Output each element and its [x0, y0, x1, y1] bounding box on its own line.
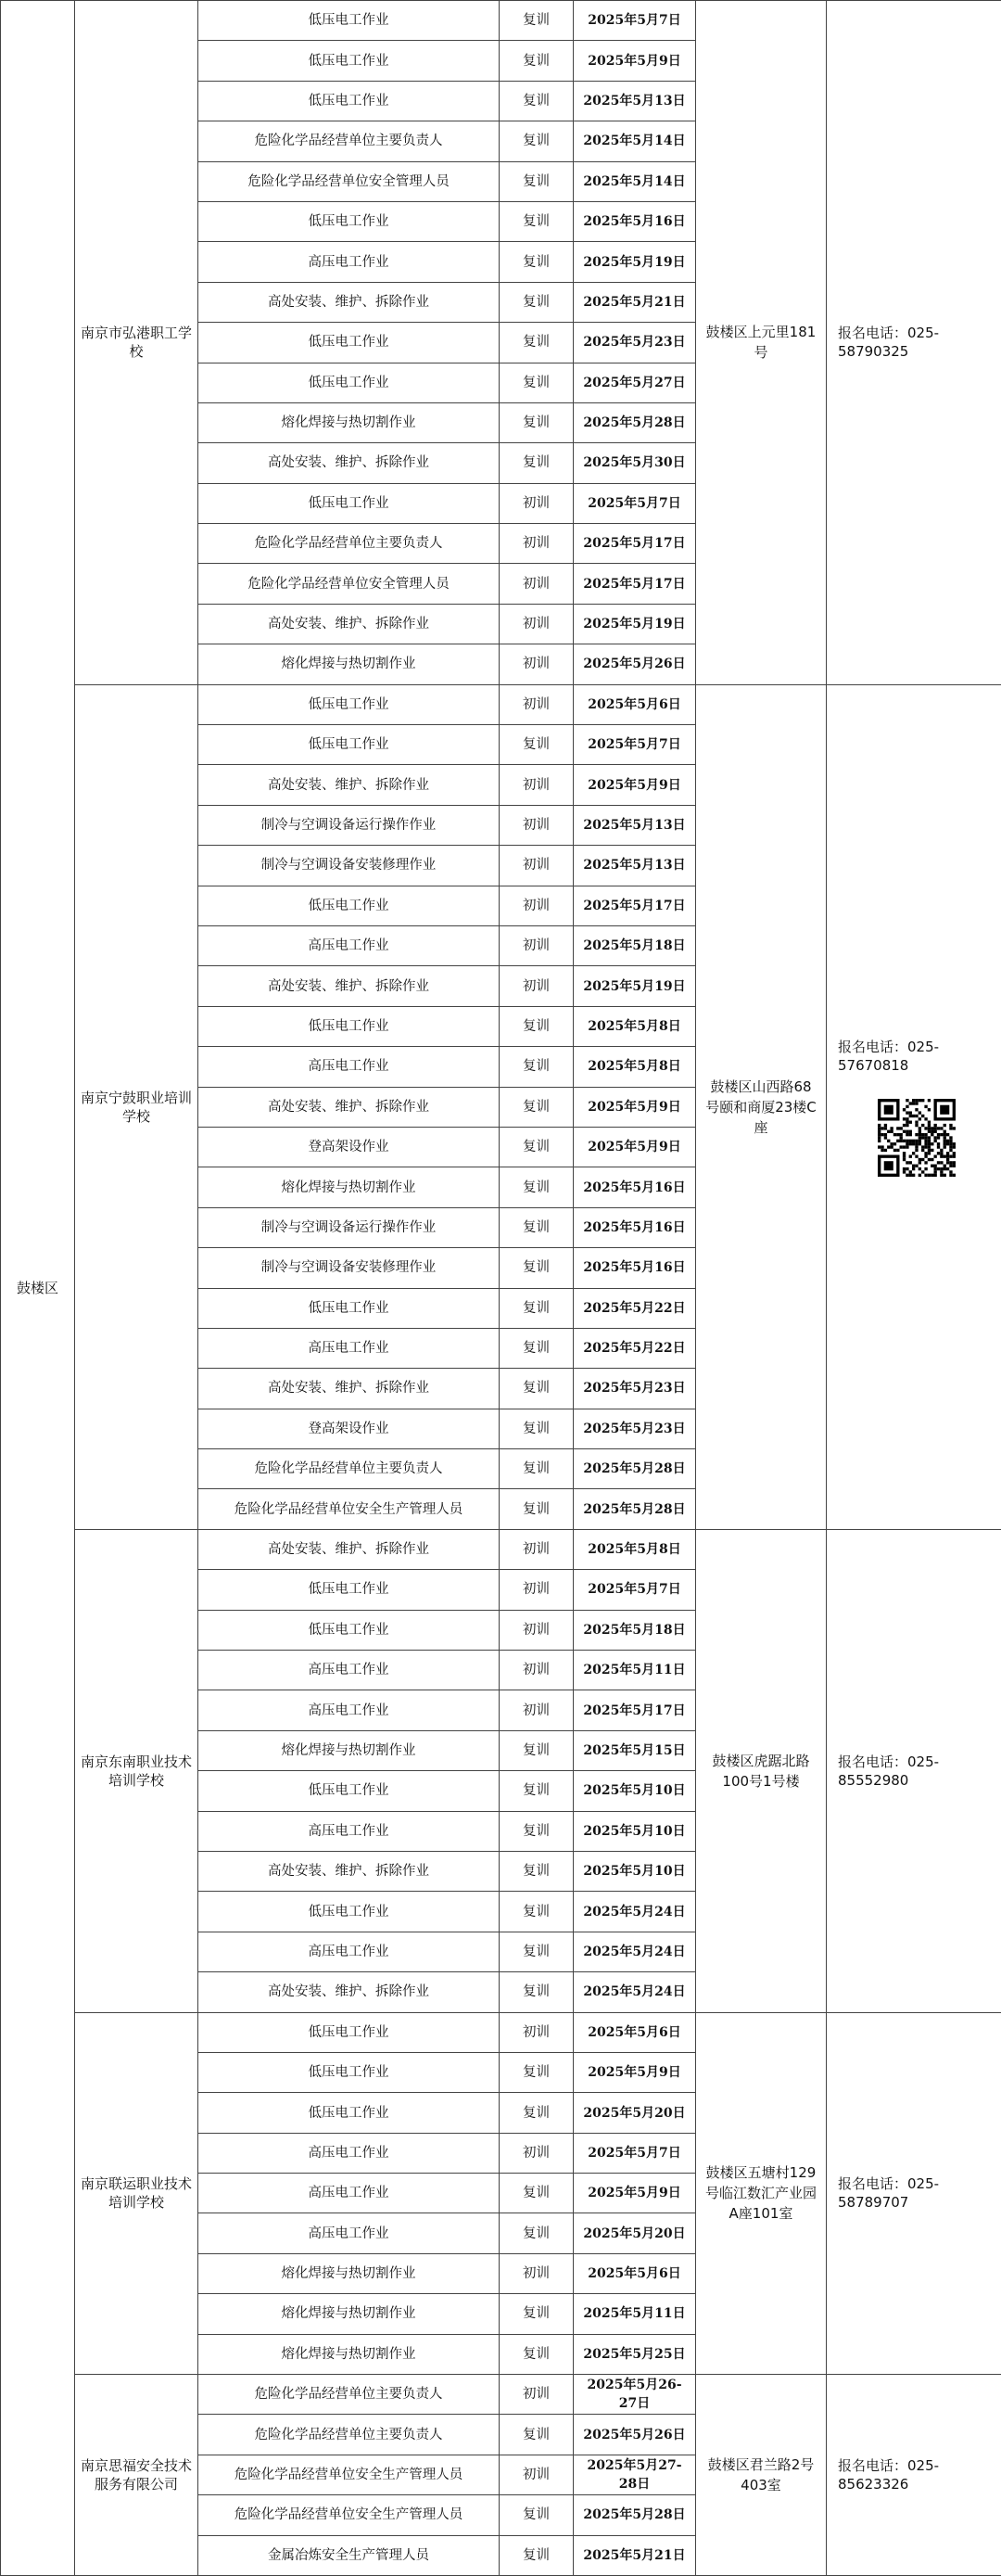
training-date: 2025年5月6日	[574, 2012, 696, 2052]
school-name: 南京思福安全技术服务有限公司	[75, 2375, 198, 2576]
training-date: 2025年5月26日	[574, 2415, 696, 2455]
training-type: 复训	[500, 1207, 574, 1247]
training-project: 高压电工作业	[198, 1328, 500, 1368]
training-date: 2025年5月30日	[574, 443, 696, 483]
training-date: 2025年5月22日	[574, 1288, 696, 1328]
training-project: 熔化焊接与热切割作业	[198, 1167, 500, 1207]
training-project: 危险化学品经营单位主要负责人	[198, 1449, 500, 1489]
training-project: 高处安装、维护、拆除作业	[198, 1087, 500, 1127]
training-type: 复训	[500, 1730, 574, 1770]
training-type: 复训	[500, 1127, 574, 1167]
training-project: 高处安装、维护、拆除作业	[198, 1972, 500, 2012]
training-type: 复训	[500, 161, 574, 201]
contact-phone: 报名电话：025-58789707	[838, 2175, 939, 2211]
training-type: 复训	[500, 1972, 574, 2012]
training-date: 2025年5月18日	[574, 1610, 696, 1650]
training-type: 复训	[500, 1, 574, 41]
training-project: 低压电工作业	[198, 1771, 500, 1811]
training-date: 2025年5月28日	[574, 402, 696, 442]
contact-phone: 报名电话：025-57670818	[838, 1039, 939, 1074]
training-date: 2025年5月10日	[574, 1851, 696, 1891]
training-date: 2025年5月23日	[574, 1409, 696, 1448]
training-project: 高压电工作业	[198, 2213, 500, 2253]
training-type: 初训	[500, 966, 574, 1006]
training-project: 危险化学品经营单位安全生产管理人员	[198, 1489, 500, 1529]
training-type: 复训	[500, 201, 574, 241]
training-date: 2025年5月13日	[574, 846, 696, 886]
training-project: 高压电工作业	[198, 2133, 500, 2173]
training-date: 2025年5月28日	[574, 1449, 696, 1489]
training-type: 初训	[500, 846, 574, 886]
training-type: 复训	[500, 1248, 574, 1288]
training-date: 2025年5月15日	[574, 1730, 696, 1770]
training-date: 2025年5月17日	[574, 564, 696, 604]
training-project: 低压电工作业	[198, 2012, 500, 2052]
training-type: 复训	[500, 2415, 574, 2455]
training-project: 低压电工作业	[198, 483, 500, 523]
training-type: 初训	[500, 644, 574, 684]
school-address: 鼓楼区五塘村129号临江数汇产业园A座101室	[696, 2012, 827, 2375]
training-project: 低压电工作业	[198, 725, 500, 765]
training-type: 复训	[500, 1892, 574, 1932]
training-project: 熔化焊接与热切割作业	[198, 644, 500, 684]
training-date: 2025年5月26日	[574, 644, 696, 684]
training-type: 初训	[500, 925, 574, 965]
training-date: 2025年5月8日	[574, 1529, 696, 1569]
school-address: 鼓楼区虎踞北路100号1号楼	[696, 1529, 827, 2012]
training-type: 复训	[500, 1288, 574, 1328]
training-date: 2025年5月14日	[574, 121, 696, 161]
contact-phone: 报名电话：025-85552980	[838, 1753, 939, 1789]
training-project: 低压电工作业	[198, 2093, 500, 2133]
training-type: 初训	[500, 2375, 574, 2415]
training-project: 低压电工作业	[198, 1610, 500, 1650]
training-project: 制冷与空调设备运行操作作业	[198, 1207, 500, 1247]
table-row	[1, 2375, 1001, 2415]
training-project: 低压电工作业	[198, 1892, 500, 1932]
training-date: 2025年5月21日	[574, 282, 696, 322]
training-date: 2025年5月17日	[574, 524, 696, 564]
training-date: 2025年5月23日	[574, 1369, 696, 1409]
training-type: 复训	[500, 2174, 574, 2213]
training-type: 复训	[500, 402, 574, 442]
training-date: 2025年5月20日	[574, 2093, 696, 2133]
training-date: 2025年5月22日	[574, 1328, 696, 1368]
table-row	[1, 1529, 1001, 1569]
training-project: 登高架设作业	[198, 1127, 500, 1167]
school-name: 南京联运职业技术培训学校	[75, 2012, 198, 2375]
training-date: 2025年5月7日	[574, 1, 696, 41]
training-type: 初训	[500, 765, 574, 805]
training-type: 复训	[500, 1489, 574, 1529]
training-type: 复训	[500, 282, 574, 322]
training-type: 复训	[500, 2294, 574, 2334]
training-date: 2025年5月9日	[574, 2052, 696, 2092]
training-project: 低压电工作业	[198, 886, 500, 925]
training-date: 2025年5月10日	[574, 1771, 696, 1811]
training-type: 初训	[500, 805, 574, 845]
training-type: 复训	[500, 2535, 574, 2575]
training-project: 高压电工作业	[198, 1690, 500, 1730]
contact-cell	[827, 1529, 1001, 2012]
training-date: 2025年5月6日	[574, 2253, 696, 2293]
training-type: 初训	[500, 2012, 574, 2052]
training-project: 熔化焊接与热切割作业	[198, 2253, 500, 2293]
training-date: 2025年5月25日	[574, 2334, 696, 2374]
training-project: 危险化学品经营单位主要负责人	[198, 2415, 500, 2455]
training-project: 危险化学品经营单位安全管理人员	[198, 564, 500, 604]
training-type: 复训	[500, 1771, 574, 1811]
training-date: 2025年5月11日	[574, 2294, 696, 2334]
training-date: 2025年5月18日	[574, 925, 696, 965]
training-type: 复训	[500, 1047, 574, 1087]
training-project: 制冷与空调设备安装修理作业	[198, 846, 500, 886]
training-type: 初训	[500, 483, 574, 523]
school-address: 鼓楼区上元里181号	[696, 1, 827, 685]
training-date: 2025年5月7日	[574, 725, 696, 765]
training-date: 2025年5月20日	[574, 2213, 696, 2253]
training-project: 高压电工作业	[198, 1651, 500, 1690]
training-type: 初训	[500, 1610, 574, 1650]
training-date: 2025年5月9日	[574, 1127, 696, 1167]
training-project: 低压电工作业	[198, 1, 500, 41]
training-date: 2025年5月7日	[574, 483, 696, 523]
training-date: 2025年5月6日	[574, 684, 696, 724]
training-type: 复训	[500, 2093, 574, 2133]
training-date: 2025年5月16日	[574, 1207, 696, 1247]
training-type: 复训	[500, 1449, 574, 1489]
training-project: 危险化学品经营单位安全生产管理人员	[198, 2495, 500, 2535]
training-type: 初训	[500, 1651, 574, 1690]
training-project: 高压电工作业	[198, 242, 500, 282]
training-project: 低压电工作业	[198, 684, 500, 724]
training-project: 制冷与空调设备安装修理作业	[198, 1248, 500, 1288]
school-name: 南京东南职业技术培训学校	[75, 1529, 198, 2012]
training-project: 高处安装、维护、拆除作业	[198, 765, 500, 805]
contact-cell	[827, 2375, 1001, 2576]
training-project: 低压电工作业	[198, 1570, 500, 1610]
school-name: 南京市弘港职工学校	[75, 1, 198, 685]
training-date: 2025年5月24日	[574, 1972, 696, 2012]
training-type: 复训	[500, 323, 574, 363]
training-date: 2025年5月10日	[574, 1811, 696, 1851]
training-type: 复训	[500, 725, 574, 765]
training-date: 2025年5月23日	[574, 323, 696, 363]
training-type: 初训	[500, 2253, 574, 2293]
training-type: 复训	[500, 1167, 574, 1207]
training-date: 2025年5月14日	[574, 161, 696, 201]
training-type: 初训	[500, 1529, 574, 1569]
training-type: 初训	[500, 886, 574, 925]
contact-cell	[827, 684, 1001, 1529]
training-project: 熔化焊接与热切割作业	[198, 402, 500, 442]
training-date: 2025年5月9日	[574, 765, 696, 805]
training-project: 低压电工作业	[198, 363, 500, 402]
training-type: 复训	[500, 1409, 574, 1448]
table-row	[1, 1, 1001, 41]
training-project: 熔化焊接与热切割作业	[198, 2294, 500, 2334]
training-project: 低压电工作业	[198, 41, 500, 81]
training-project: 高压电工作业	[198, 2174, 500, 2213]
training-project: 低压电工作业	[198, 2052, 500, 2092]
training-date: 2025年5月7日	[574, 2133, 696, 2173]
training-date: 2025年5月24日	[574, 1892, 696, 1932]
qr-code-icon	[878, 1099, 956, 1177]
training-date: 2025年5月28日	[574, 2495, 696, 2535]
training-project: 制冷与空调设备运行操作作业	[198, 805, 500, 845]
training-type: 复训	[500, 2052, 574, 2092]
training-type: 初训	[500, 524, 574, 564]
training-type: 初训	[500, 1690, 574, 1730]
training-date: 2025年5月21日	[574, 2535, 696, 2575]
school-address: 鼓楼区君兰路2号403室	[696, 2375, 827, 2576]
training-date: 2025年5月16日	[574, 201, 696, 241]
training-type: 复训	[500, 1932, 574, 1971]
training-type: 复训	[500, 242, 574, 282]
training-type: 复训	[500, 41, 574, 81]
training-project: 高处安装、维护、拆除作业	[198, 443, 500, 483]
training-type: 复训	[500, 2495, 574, 2535]
training-type: 初训	[500, 1570, 574, 1610]
training-date: 2025年5月16日	[574, 1167, 696, 1207]
training-date: 2025年5月27日	[574, 363, 696, 402]
training-project: 低压电工作业	[198, 1006, 500, 1046]
training-project: 金属冶炼安全生产管理人员	[198, 2535, 500, 2575]
training-project: 高处安装、维护、拆除作业	[198, 282, 500, 322]
training-project: 危险化学品经营单位安全管理人员	[198, 161, 500, 201]
training-date: 2025年5月7日	[574, 1570, 696, 1610]
training-date: 2025年5月11日	[574, 1651, 696, 1690]
training-date: 2025年5月9日	[574, 1087, 696, 1127]
training-project: 危险化学品经营单位主要负责人	[198, 121, 500, 161]
training-type: 复训	[500, 121, 574, 161]
training-type: 复训	[500, 1811, 574, 1851]
table-row	[1, 684, 1001, 724]
training-type: 复训	[500, 1006, 574, 1046]
training-date: 2025年5月28日	[574, 1489, 696, 1529]
training-project: 危险化学品经营单位安全生产管理人员	[198, 2455, 500, 2494]
training-project: 熔化焊接与热切割作业	[198, 1730, 500, 1770]
training-project: 低压电工作业	[198, 1288, 500, 1328]
school-name: 南京宁鼓职业培训学校	[75, 684, 198, 1529]
training-project: 低压电工作业	[198, 323, 500, 363]
training-date: 2025年5月26-27日	[574, 2375, 696, 2415]
training-project: 危险化学品经营单位主要负责人	[198, 2375, 500, 2415]
training-date: 2025年5月8日	[574, 1006, 696, 1046]
training-project: 熔化焊接与热切割作业	[198, 2334, 500, 2374]
training-type: 复训	[500, 1087, 574, 1127]
training-project: 低压电工作业	[198, 201, 500, 241]
training-project: 登高架设作业	[198, 1409, 500, 1448]
training-type: 初训	[500, 604, 574, 644]
training-date: 2025年5月17日	[574, 1690, 696, 1730]
training-type: 复训	[500, 2334, 574, 2374]
training-type: 复训	[500, 81, 574, 121]
training-date: 2025年5月16日	[574, 1248, 696, 1288]
training-project: 低压电工作业	[198, 81, 500, 121]
district-cell: 鼓楼区	[1, 1, 75, 2576]
training-project: 危险化学品经营单位主要负责人	[198, 524, 500, 564]
training-date: 2025年5月9日	[574, 41, 696, 81]
training-type: 初训	[500, 2455, 574, 2494]
training-project: 高处安装、维护、拆除作业	[198, 966, 500, 1006]
training-date: 2025年5月19日	[574, 604, 696, 644]
training-type: 复训	[500, 363, 574, 402]
training-project: 高压电工作业	[198, 1811, 500, 1851]
training-date: 2025年5月8日	[574, 1047, 696, 1087]
training-date: 2025年5月19日	[574, 966, 696, 1006]
training-project: 高压电工作业	[198, 1047, 500, 1087]
training-type: 初训	[500, 684, 574, 724]
training-type: 复训	[500, 1369, 574, 1409]
contact-phone: 报名电话：025-85623326	[838, 2457, 939, 2493]
training-date: 2025年5月19日	[574, 242, 696, 282]
training-type: 复训	[500, 2213, 574, 2253]
contact-cell	[827, 2012, 1001, 2375]
training-date: 2025年5月13日	[574, 805, 696, 845]
training-project: 高处安装、维护、拆除作业	[198, 604, 500, 644]
table-row	[1, 2012, 1001, 2052]
training-type: 复训	[500, 1328, 574, 1368]
training-date: 2025年5月27-28日	[574, 2455, 696, 2494]
training-project: 高压电工作业	[198, 1932, 500, 1971]
training-project: 高处安装、维护、拆除作业	[198, 1529, 500, 1569]
contact-phone: 报名电话：025-58790325	[838, 325, 939, 360]
contact-cell	[827, 1, 1001, 685]
training-date: 2025年5月13日	[574, 81, 696, 121]
training-project: 高处安装、维护、拆除作业	[198, 1369, 500, 1409]
training-project: 高处安装、维护、拆除作业	[198, 1851, 500, 1891]
training-type: 复训	[500, 443, 574, 483]
training-type: 初训	[500, 564, 574, 604]
school-address: 鼓楼区山西路68号颐和商厦23楼C座	[696, 684, 827, 1529]
training-type: 复训	[500, 1851, 574, 1891]
training-date: 2025年5月9日	[574, 2174, 696, 2213]
training-date: 2025年5月24日	[574, 1932, 696, 1971]
training-project: 高压电工作业	[198, 925, 500, 965]
training-date: 2025年5月17日	[574, 886, 696, 925]
training-type: 初训	[500, 2133, 574, 2173]
